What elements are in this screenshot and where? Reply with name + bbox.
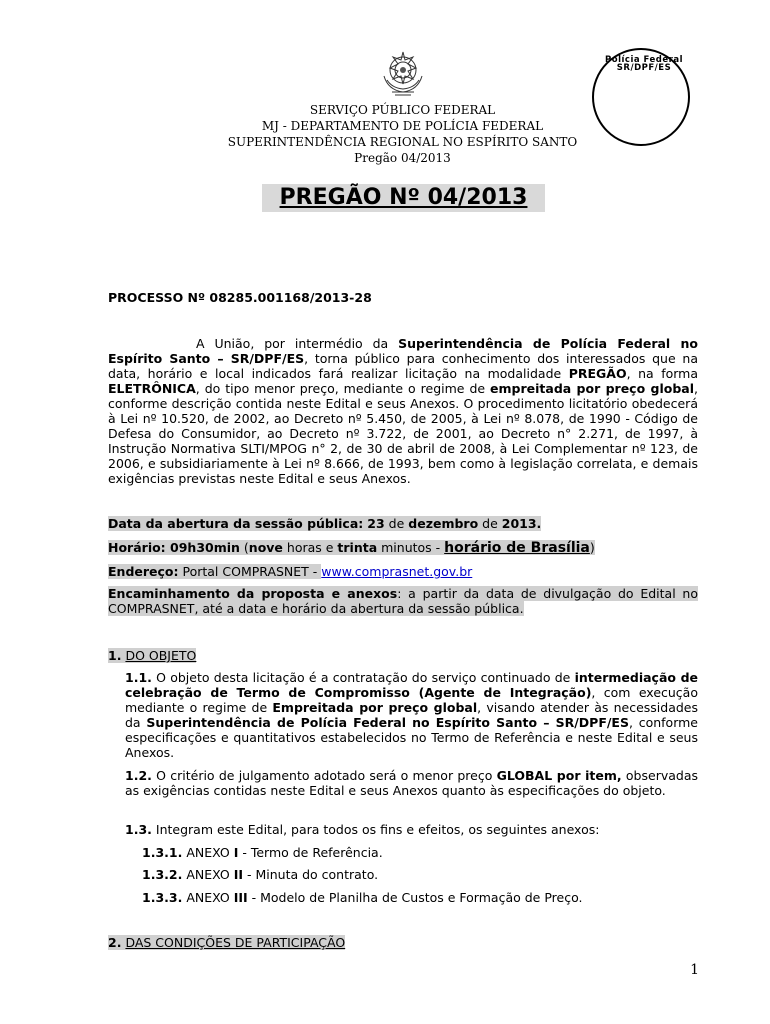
clause-1-1 — [125, 670, 698, 760]
horario-brasilia: horário de Brasília — [444, 540, 590, 556]
stamp-line2: SR/DPF/ES — [616, 63, 672, 73]
annex-3-num: 1.3.3. — [142, 890, 183, 905]
clause-1-3-num: 1.3. — [125, 822, 152, 837]
stamp-line1: Polícia Federal — [605, 55, 683, 65]
clause-1-1-t2: , com execução mediante o regime de — [125, 685, 698, 715]
clause-1-1-b3: Superintendência de Polícia Federal no Espírito Santo – SR/DPF/ES — [146, 715, 629, 730]
stamp-text — [598, 56, 690, 72]
comprasnet-link[interactable]: www.comprasnet.gov.br — [321, 564, 473, 579]
abertura-day: 23 — [367, 516, 385, 531]
horario-highlight — [108, 540, 595, 555]
clause-1-2-num: 1.2. — [125, 768, 152, 783]
intro-paragraph — [108, 336, 698, 486]
intro-t1: A União, por intermédio da — [196, 336, 399, 351]
abertura-highlight — [108, 516, 541, 531]
annex-1-desc: - Termo de Referência. — [238, 845, 383, 860]
header-line-4: Pregão 04/2013 — [354, 151, 451, 165]
annex-1-pre: ANEXO — [182, 845, 234, 860]
intro-b2: PREGÃO — [568, 366, 627, 381]
section-1-title: DO OBJETO — [125, 648, 197, 663]
annex-3-pre: ANEXO — [182, 890, 234, 905]
annex-2-desc: - Minuta do contrato. — [243, 867, 379, 882]
horario-nove: nove — [248, 540, 283, 555]
horario-close: ) — [589, 540, 595, 555]
clause-1-3-text: Integram este Edital, para todos os fins e efeitos, os seguintes anexos: — [151, 822, 600, 837]
horario-horas: horas e — [282, 540, 338, 555]
header-line-1: SERVIÇO PÚBLICO FEDERAL — [309, 103, 496, 117]
intro-t5: , conforme descrição contida neste Edital e seus Anexos. O procedimento licitatório obedecerá à Lei nº 10.520, de 2002, ao Decreto nº 5.450, de 2005, à Lei nº 8.078, de 1990 - Código de Defesa do Consumidor, ao Decreto nº 3.722, de 2001, ao Decreto n° 2.271, de 1997, à Instrução Normativa SLTI/MPOG n° 2, de 30 de abril de 2008, à Lei Complementar nº 123, de 2006, e subsidiariamente à Lei nº 8.666, de 1993, bem como à legislação correlata, e demais exigências previstas neste Edital e seus Anexos. — [108, 381, 698, 486]
section-1-num: 1. — [108, 648, 122, 663]
encaminhamento-label: Encaminhamento da proposta e anexos — [108, 586, 398, 601]
processo-text: PROCESSO Nº 08285.001168/2013-28 — [108, 290, 372, 305]
annex-item — [142, 867, 378, 882]
endereco-text: Portal COMPRASNET - — [178, 564, 322, 579]
coat-of-arms-icon — [378, 46, 428, 98]
horario-label: Horário: 09h30min — [108, 540, 240, 555]
section-1-highlight — [108, 648, 196, 663]
clause-1-2-t2: observadas as exigências contidas neste Edital e seus Anexos quanto às especificações do objeto. — [125, 768, 698, 798]
annex-2-num: 1.3.2. — [142, 867, 183, 882]
clause-1-2-t1: O critério de julgamento adotado será o menor preço — [151, 768, 497, 783]
section-2-heading — [108, 935, 345, 950]
endereco-highlight — [108, 564, 321, 579]
clause-1-1-b1: intermediação de celebração de Termo de Compromisso (Agente de Integração) — [125, 670, 698, 700]
annex-3-desc: - Modelo de Planilha de Custos e Formação de Preço. — [247, 890, 583, 905]
header-line-3: SUPERINTENDÊNCIA REGIONAL NO ESPÍRITO SANTO — [227, 135, 578, 149]
annex-item — [142, 890, 582, 905]
horario-line — [108, 540, 595, 556]
intro-t2: , torna público para conhecimento dos interessados que na data, horário e local indicados fará realizar licitação na modalidade — [108, 351, 698, 381]
clause-1-2-b1: GLOBAL por item, — [496, 768, 622, 783]
horario-minutos: minutos - — [377, 540, 445, 555]
intro-b1: Superintendência de Polícia Federal no Espírito Santo – SR/DPF/ES — [108, 336, 699, 366]
endereco-label: Endereço: — [108, 564, 179, 579]
header-line-2: MJ - DEPARTAMENTO DE POLÍCIA FEDERAL — [261, 119, 544, 133]
clause-1-2 — [125, 768, 698, 798]
abertura-year: 2013. — [501, 516, 542, 531]
clause-1-1-t3: , visando atender às necessidades da — [125, 700, 698, 730]
annex-1-num: 1.3.1. — [142, 845, 183, 860]
annex-2-pre: ANEXO — [182, 867, 234, 882]
page-number: 1 — [690, 962, 699, 978]
abertura-month: dezembro — [408, 516, 479, 531]
abertura-de2: de — [482, 516, 498, 531]
annex-2-roman: II — [233, 867, 244, 882]
annex-3-roman: III — [233, 890, 248, 905]
horario-trinta: trinta — [337, 540, 378, 555]
encaminhamento-paragraph — [108, 586, 698, 616]
clause-1-1-t4: , conforme especificações e quantitativos estabelecidos no Termo de Referência e neste Edital e seus Anexos. — [125, 715, 698, 760]
intro-t3: , na forma — [626, 366, 698, 381]
section-2-num: 2. — [108, 935, 122, 950]
intro-b4: empreitada por preço global — [490, 381, 695, 396]
intro-t4: , do tipo menor preço, mediante o regime de — [195, 381, 491, 396]
clause-1-1-t1: O objeto desta licitação é a contratação do serviço continuado de — [151, 670, 575, 685]
encaminhamento-highlight — [108, 586, 698, 616]
horario-open: ( — [239, 540, 249, 555]
document-title: PREGÃO Nº 04/2013 — [262, 184, 545, 212]
endereco-line — [108, 564, 472, 579]
abertura-label: Data da abertura da sessão pública: — [108, 516, 364, 531]
section-1-heading — [108, 648, 196, 663]
clause-1-3 — [125, 822, 698, 837]
section-2-title: DAS CONDIÇÕES DE PARTICIPAÇÃO — [125, 935, 346, 950]
abertura-de1: de — [388, 516, 405, 531]
annex-item — [142, 845, 383, 860]
clause-1-1-num: 1.1. — [125, 670, 152, 685]
annex-1-roman: I — [233, 845, 239, 860]
section-2-highlight — [108, 935, 345, 950]
processo-number — [108, 290, 372, 305]
intro-b3: ELETRÔNICA — [108, 381, 196, 396]
encaminhamento-text: : a partir da data de divulgação do Edital no COMPRASNET, até a data e horário da abertura da sessão pública. — [108, 586, 698, 616]
abertura-line — [108, 516, 541, 531]
clause-1-1-b2: Empreitada por preço global — [272, 700, 478, 715]
